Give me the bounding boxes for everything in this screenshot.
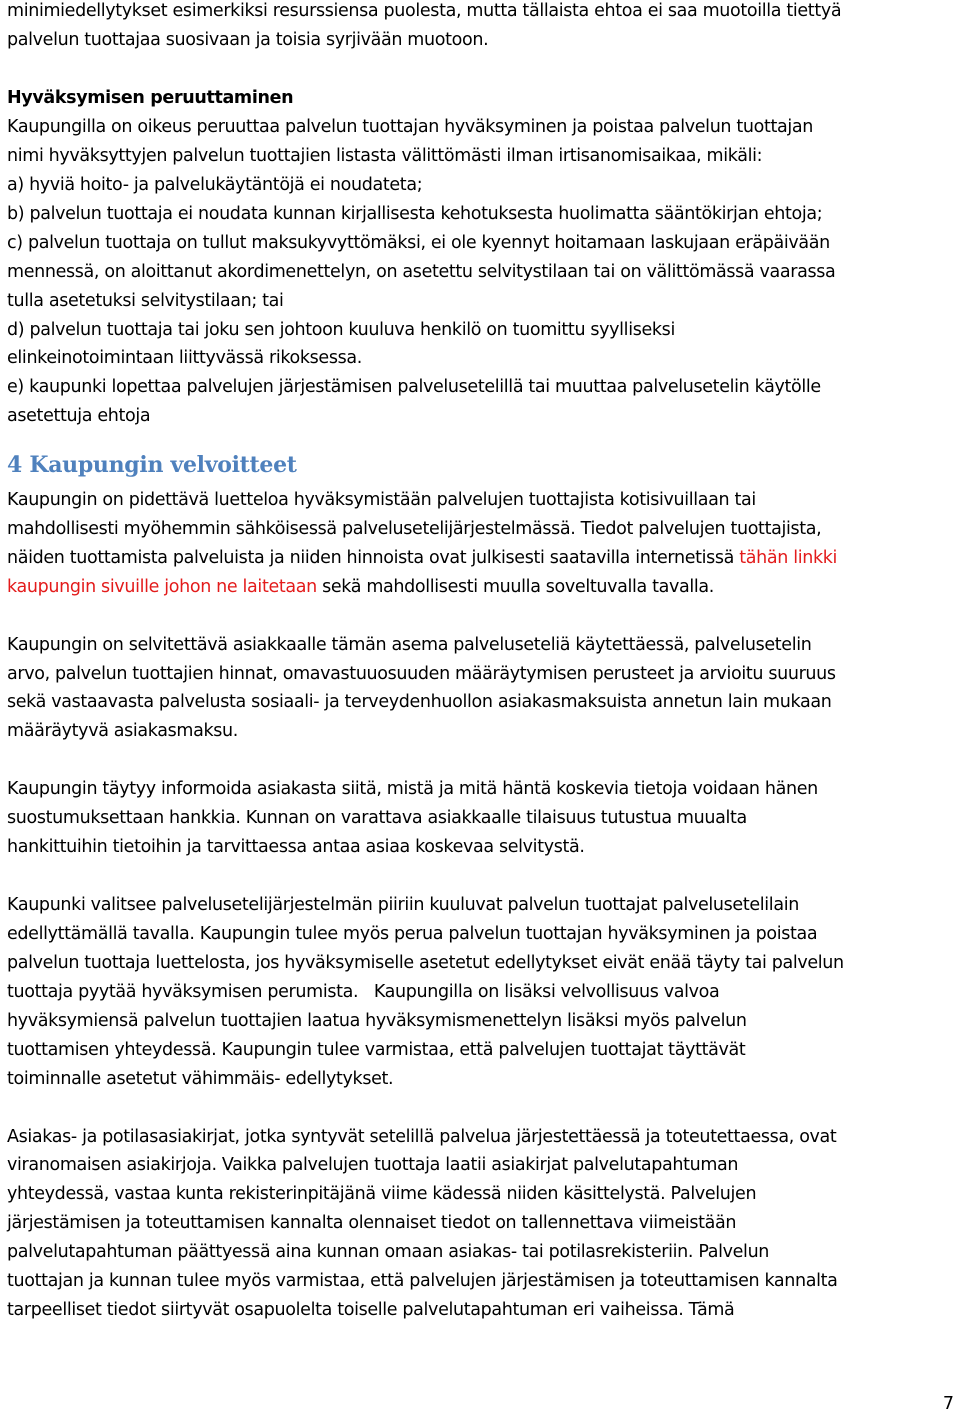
revocation-title: Hyväksymisen peruuttaminen — [7, 88, 294, 108]
paragraph-line: määräytyvä asiakasmaksu. — [7, 721, 239, 741]
revocation-item-a: a) hyviä hoito- ja palvelukäytäntöjä ei noudateta; — [7, 175, 423, 195]
revocation-item-b: b) palvelun tuottaja ei noudata kunnan kirjallisesta kehotuksesta huolimatta sääntökirjan ehtoja; — [7, 204, 823, 224]
paragraph-line — [7, 576, 714, 598]
paragraph-line: tarpeelliset tiedot siirtyvät osapuolelta toiselle palvelutapahtuman eri vaiheissa. Tämä — [7, 1300, 735, 1320]
paragraph-line: sekä vastaavasta palvelusta sosiaali- ja terveydenhuollon asiakasmaksuista annetun lain mukaan — [7, 692, 832, 712]
revocation-item-c-cont: tulla asetetuksi selvitystilaan; tai — [7, 291, 284, 311]
intro-line-1: minimiedellytykset esimerkiksi resurssiensa puolesta, mutta tällaista ehtoa ei saa muotoilla tiettyä — [7, 1, 842, 21]
paragraph-line: arvo, palvelun tuottajien hinnat, omavastuuosuuden määräytymisen perusteet ja arvioitu suuruus — [7, 664, 836, 684]
paragraph-line: edellyttämällä tavalla. Kaupungin tulee myös perua palvelun tuottajan hyväksyminen ja poistaa — [7, 924, 818, 944]
paragraph-line — [7, 547, 837, 569]
paragraph-line: hankittuihin tietoihin ja tarvittaessa antaa asiaa koskevaa selvitystä. — [7, 837, 585, 857]
placeholder-link[interactable]: tähän linkki — [739, 548, 838, 568]
paragraph-line: Kaupungin on pidettävä luetteloa hyväksymistään palvelujen tuottajista kotisivuillaan tai — [7, 490, 756, 510]
paragraph-line: tuottajan ja kunnan tulee myös varmistaa, että palvelujen järjestämisen ja toteuttamisen kannalta — [7, 1271, 838, 1291]
revocation-line: Kaupungilla on oikeus peruuttaa palvelun tuottajan hyväksyminen ja poistaa palvelun tuottajan — [7, 117, 814, 137]
paragraph-line: toiminnalle asetetut vähimmäis- edellytykset. — [7, 1069, 394, 1089]
paragraph-line: viranomaisen asiakirjoja. Vaikka palvelujen tuottaja laatii asiakirjat palvelutapahtuman — [7, 1155, 739, 1175]
revocation-item-e-cont: asetettuja ehtoja — [7, 406, 151, 426]
paragraph-line: järjestämisen ja toteuttamisen kannalta olennaiset tiedot on tallennettava viimeistään — [7, 1213, 737, 1233]
paragraph-text: näiden tuottamista palveluista ja niiden hinnoista ovat julkisesti saatavilla internetissä — [7, 548, 740, 568]
paragraph-line: palvelutapahtuman päättyessä aina kunnan omaan asiakas- tai potilasrekisteriin. Palvelun — [7, 1242, 770, 1262]
paragraph-line: tuottaja pyytää hyväksymisen perumista. Kaupungilla on lisäksi velvollisuus valvoa — [7, 982, 720, 1002]
paragraph-line: mahdollisesti myöhemmin sähköisessä palvelusetelijärjestelmässä. Tiedot palvelujen tuottajista, — [7, 519, 822, 539]
revocation-item-e: e) kaupunki lopettaa palvelujen järjestämisen palvelusetelillä tai muuttaa palvelusetelin käytölle — [7, 377, 821, 397]
revocation-line: nimi hyväksyttyjen palvelun tuottajien listasta välittömästi ilman irtisanomisaikaa, mikäli: — [7, 146, 763, 166]
paragraph-line: Kaupungin täytyy informoida asiakasta siitä, mistä ja mitä häntä koskevia tietoja voidaan hänen — [7, 779, 818, 799]
section-heading: 4 Kaupungin velvoitteet — [7, 452, 297, 478]
placeholder-link[interactable]: kaupungin sivuille johon ne laitetaan — [7, 577, 317, 597]
revocation-item-d-cont: elinkeinotoimintaan liittyvässä rikoksessa. — [7, 348, 362, 368]
paragraph-line: hyväksymiensä palvelun tuottajien laatua hyväksymismenettelyn lisäksi myös palvelun — [7, 1011, 747, 1031]
page-number: 7 — [942, 1394, 954, 1414]
revocation-item-d: d) palvelun tuottaja tai joku sen johtoon kuuluva henkilö on tuomittu syylliseksi — [7, 320, 675, 340]
revocation-item-c-cont: mennessä, on aloittanut akordimenettelyn, on asetettu selvitystilaan tai on välittömässä vaarassa — [7, 262, 836, 282]
revocation-item-c: c) palvelun tuottaja on tullut maksukyvyttömäksi, ei ole kyennyt hoitamaan laskujaan eräpäivään — [7, 233, 830, 253]
paragraph-line: Asiakas- ja potilasasiakirjat, jotka syntyvät setelillä palvelua järjestettäessä ja toteutettaessa, ovat — [7, 1127, 837, 1147]
paragraph-line: yhteydessä, vastaa kunta rekisterinpitäjänä viime kädessä niiden käsittelystä. Palvelujen — [7, 1184, 757, 1204]
paragraph-line: tuottamisen yhteydessä. Kaupungin tulee varmistaa, että palvelujen tuottajat täyttävät — [7, 1040, 746, 1060]
paragraph-line: suostumuksettaan hankkia. Kunnan on varattava asiakkaalle tilaisuus tutustua muualta — [7, 808, 747, 828]
paragraph-text: sekä mahdollisesti muulla soveltuvalla tavalla. — [316, 577, 714, 597]
paragraph-line: Kaupunki valitsee palvelusetelijärjestelmän piiriin kuuluvat palvelun tuottajat palvelusetelilain — [7, 895, 799, 915]
paragraph-line: Kaupungin on selvitettävä asiakkaalle tämän asema palveluseteliä käytettäessä, palvelusetelin — [7, 635, 812, 655]
intro-line-2: palvelun tuottajaa suosivaan ja toisia syrjivään muotoon. — [7, 30, 489, 50]
paragraph-line: palvelun tuottaja luettelosta, jos hyväksymiselle asetetut edellytykset eivät enää täyty tai palvelun — [7, 953, 844, 973]
